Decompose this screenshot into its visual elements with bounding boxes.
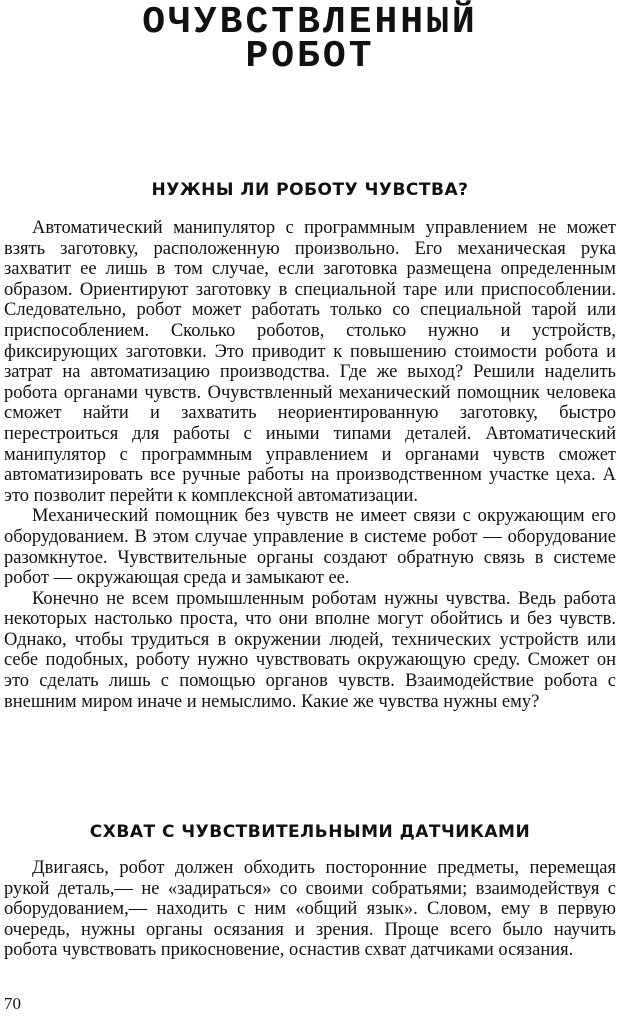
chapter-title-line-1: ОЧУВСТВЛЕННЫЙ (142, 1, 478, 44)
paragraph: Автоматический манипулятор с программным управлением не может взять заготовку, расположенную произвольно. Его механическая рука захватит ее лишь в том случае, если заготовка размещена определенным образом. Ориентируют заготовку в специальной таре или приспособлении. Следовательно, робот может работать только со специальной тарой или приспособлением. Сколько роботов, столько нужно и устройств, фиксирующих заготовки. Это приводит к повышению стоимости робота и затрат на автоматизацию производства. Где же выход? Решили наделить робота органами чувств. Очувствленный механический помощник человека сможет найти и захватить неориентированную заготовку, быстро перестроиться для работы с иными типами деталей. Автоматический манипулятор с программным управлением и органами чувств сможет автоматизировать все ручные работы на производственном участке цеха. А это позволит перейти к комплексной автоматизации. (4, 218, 616, 506)
page-number: 70 (4, 994, 21, 1013)
paragraph: Механический помощник без чувств не имеет связи с окружающим его оборудованием. В этом случае управление в системе робот — оборудование разомкнутое. Чувствительные органы создают обратную связь в системе робот — окружающая среда и замыкают ее. (4, 506, 616, 589)
section-heading-2: СХВАТ С ЧУВСТВИТЕЛЬНЫМИ ДАТЧИКАМИ (89, 822, 531, 842)
section-1-body (4, 218, 616, 712)
paragraph: Двигаясь, робот должен обходить посторонние предметы, перемещая рукой деталь,— не «задираться» со своими собратьями; взаимодействуя с оборудованием,— находить с ним «общий язык». Словом, ему в первую очередь, нужны органы осязания и зрения. Проще всего было научить робота чувствовать прикосновение, оснастив схват датчиками осязания. (4, 858, 616, 961)
section-heading-1: НУЖНЫ ЛИ РОБОТУ ЧУВСТВА? (151, 180, 469, 200)
chapter-title-line-2: РОБОТ (245, 35, 375, 78)
section-2-body (4, 858, 616, 961)
paragraph: Конечно не всем промышленным роботам нужны чувства. Ведь работа некоторых настолько проста, что они вполне могут обойтись и без чувств. Однако, чтобы трудиться в окружении людей, технических устройств или себе подобных, роботу нужно чувствовать окружающую среду. Сможет он это сделать лишь с помощью органов чувств. Взаимодействие робота с внешним миром иначе и немыслимо. Какие же чувства нужны ему? (4, 588, 616, 712)
